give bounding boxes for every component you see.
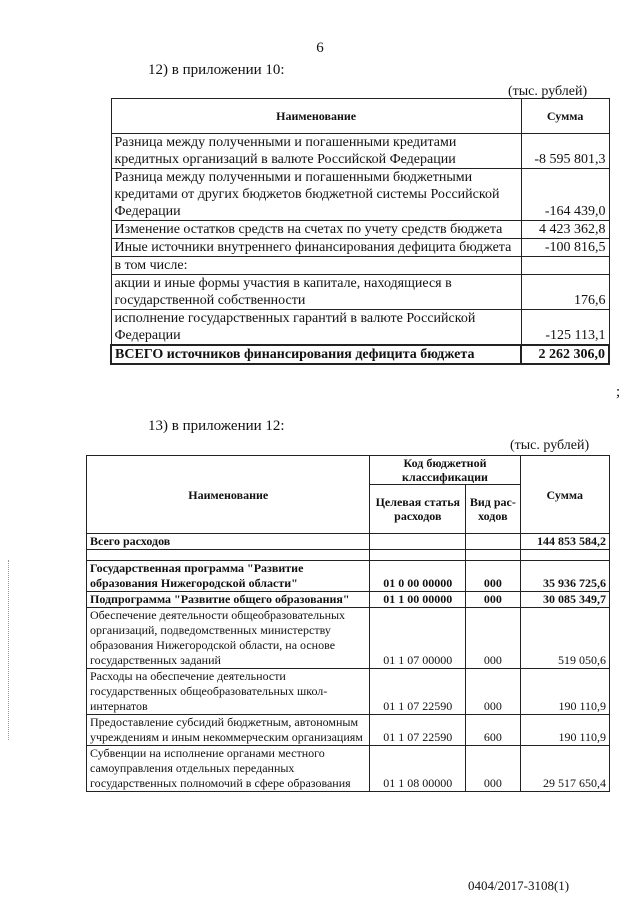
col-header-sum: Сумма (520, 456, 609, 534)
row-type-code: 000 (466, 561, 520, 592)
row-sum: 29 517 650,4 (520, 746, 609, 792)
col-header-code: Код бюджетной классификации (370, 456, 520, 485)
row-sum: 519 050,6 (520, 608, 609, 669)
col-header-target: Целевая статья расходов (370, 485, 466, 534)
table-row (111, 310, 609, 346)
row-name: Подпрограмма "Развитие общего образования" (87, 592, 370, 608)
table-row (87, 561, 610, 592)
row-target-code: 01 1 00 00000 (370, 592, 466, 608)
total-row (111, 345, 609, 364)
total-sum: 2 262 306,0 (521, 345, 609, 364)
row-target-code: 01 0 00 00000 (370, 561, 466, 592)
row-name: Изменение остатков средств на счетах по учету средств бюджета (111, 221, 521, 239)
table-row (111, 169, 609, 221)
section-13-heading: 13) в приложении 12: (148, 418, 285, 434)
row-name: исполнение государственных гарантий в валюте Российской Федерации (111, 310, 521, 346)
row-name: Государственная программа "Развитие образования Нижегородской области" (87, 561, 370, 592)
table-row (111, 221, 609, 239)
table-row (111, 257, 609, 275)
row-name: Расходы на обеспечение деятельности государственных общеобразовательных школ-интернатов (87, 669, 370, 715)
row-type-code: 600 (466, 715, 520, 746)
financing-sources-table (110, 98, 610, 365)
table-row (87, 746, 610, 792)
col-header-sum: Сумма (521, 99, 609, 134)
total-name: ВСЕГО источников финансирования дефицита бюджета (111, 345, 521, 364)
trailing-semicolon: ; (616, 384, 621, 400)
col-header-type: Вид рас-ходов (466, 485, 520, 534)
row-name: Иные источники внутреннего финансирования дефицита бюджета (111, 239, 521, 257)
row-sum: -164 439,0 (521, 169, 609, 221)
row-target-code: 01 1 07 00000 (370, 608, 466, 669)
table-row (87, 608, 610, 669)
total-expenses-label: Всего расходов (87, 534, 370, 550)
row-sum: 190 110,9 (520, 715, 609, 746)
row-name: Обеспечение деятельности общеобразовательных организаций, подведомственных министерству образования Нижегородской области, на основе государственных заданий (87, 608, 370, 669)
table-row (111, 239, 609, 257)
row-sum: 176,6 (521, 275, 609, 310)
section-12-heading: 12) в приложении 10: (148, 62, 285, 78)
row-name: Предоставление субсидий бюджетным, автономным учреждениям и иным некоммерческим организациям (87, 715, 370, 746)
col-header-name: Наименование (111, 99, 521, 134)
row-type-code: 000 (466, 746, 520, 792)
row-name: Разница между полученными и погашенными бюджетными кредитами от других бюджетов бюджетной системы Российской Федерации (111, 169, 521, 221)
total-expenses-sum: 144 853 584,2 (520, 534, 609, 550)
row-sum: -125 113,1 (521, 310, 609, 346)
row-name: Субвенции на исполнение органами местного самоуправления отдельных переданных государственных полномочий в сфере образования (87, 746, 370, 792)
page-number: 6 (316, 40, 324, 56)
expenditures-table (86, 455, 610, 792)
row-sum (521, 257, 609, 275)
row-name: в том числе: (111, 257, 521, 275)
document-code: 0404/2017-3108(1) (468, 878, 570, 893)
row-target-code: 01 1 07 22590 (370, 715, 466, 746)
row-sum: -8 595 801,3 (521, 134, 609, 169)
table-row (87, 592, 610, 608)
row-sum: -100 816,5 (521, 239, 609, 257)
row-sum: 30 085 349,7 (520, 592, 609, 608)
row-name: акции и иные формы участия в капитале, находящиеся в государственной собственности (111, 275, 521, 310)
row-name: Разница между полученными и погашенными кредитами кредитных организаций в валюте Российской Федерации (111, 134, 521, 169)
row-sum: 190 110,9 (520, 669, 609, 715)
row-sum: 4 423 362,8 (521, 221, 609, 239)
table-row (87, 715, 610, 746)
row-type-code: 000 (466, 592, 520, 608)
section-13-unit: (тыс. рублей) (510, 438, 590, 453)
table-row (87, 669, 610, 715)
table-row (111, 134, 609, 169)
row-type-code: 000 (466, 669, 520, 715)
row-type-code: 000 (466, 608, 520, 669)
table-row (111, 275, 609, 310)
col-header-name: Наименование (87, 456, 370, 534)
margin-dots (8, 560, 11, 740)
row-sum: 35 936 725,6 (520, 561, 609, 592)
row-target-code: 01 1 07 22590 (370, 669, 466, 715)
row-target-code: 01 1 08 00000 (370, 746, 466, 792)
section-12-unit: (тыс. рублей) (508, 84, 588, 99)
